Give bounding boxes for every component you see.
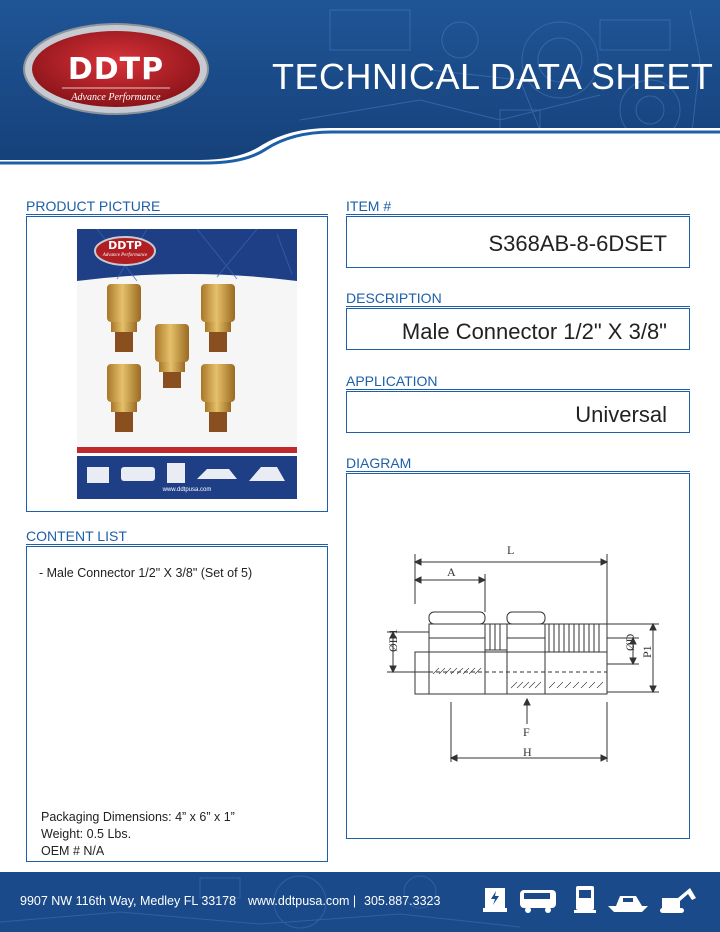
product-picture-label: PRODUCT PICTURE — [26, 198, 161, 214]
bus-icon — [518, 882, 558, 918]
dim-A: A — [447, 565, 456, 579]
package-url: www.ddtpusa.com — [162, 487, 212, 493]
description-underline — [346, 306, 690, 307]
application-underline — [346, 389, 690, 390]
description-box — [346, 308, 690, 350]
footer-address: 9907 NW 116th Way, Medley FL 33178 — [20, 894, 237, 908]
item-number: S368AB-8-6DSET — [488, 231, 667, 256]
item-box — [346, 216, 690, 268]
footer-website[interactable]: www.ddtpusa.com | — [248, 894, 357, 908]
dim-D1: ØD1 — [386, 628, 400, 652]
packaging-dimensions: Packaging Dimensions: 4” x 6” x 1” — [41, 810, 235, 824]
dim-F: F — [523, 725, 530, 739]
application-label: APPLICATION — [346, 373, 438, 389]
brand-tagline: Advance Performance — [71, 92, 161, 103]
footer — [0, 872, 720, 932]
diagram-underline — [346, 471, 690, 472]
excavator-icon — [658, 882, 700, 918]
generator-icon — [482, 882, 508, 918]
dim-P1: P1 — [640, 645, 654, 658]
dim-L: L — [507, 543, 515, 557]
footer-phone: 305.887.3323 — [364, 894, 441, 908]
description-label: DESCRIPTION — [346, 290, 442, 306]
application-value: Universal — [575, 402, 667, 427]
package-brand: DDTP — [108, 239, 142, 252]
content-list-label: CONTENT LIST — [26, 528, 127, 544]
yacht-icon — [606, 882, 650, 918]
product-picture-underline — [26, 214, 328, 215]
brand-logo — [22, 22, 210, 116]
item-label: ITEM # — [346, 198, 392, 214]
diagram-box — [346, 473, 690, 839]
product-image — [77, 229, 297, 499]
technical-diagram — [347, 474, 691, 840]
package-tagline: Advance Performance — [102, 253, 148, 258]
header — [0, 0, 720, 175]
brand-name: DDTP — [67, 52, 165, 87]
dim-D: ØD — [623, 633, 637, 651]
content-list-item: - Male Connector 1/2" X 3/8" (Set of 5) — [39, 566, 253, 580]
diagram-label: DIAGRAM — [346, 455, 412, 471]
weight: Weight: 0.5 Lbs. — [41, 827, 132, 841]
content-list-underline — [26, 544, 328, 545]
oem-number: OEM # N/A — [41, 844, 105, 858]
truck-icon — [572, 882, 598, 918]
product-picture-box — [26, 216, 328, 512]
page-title: TECHNICAL DATA SHEET — [272, 56, 714, 97]
dim-H: H — [523, 745, 532, 759]
content-list-box — [26, 546, 328, 862]
application-box — [346, 391, 690, 433]
item-underline — [346, 214, 690, 215]
description-value: Male Connector 1/2" X 3/8" — [401, 319, 667, 344]
